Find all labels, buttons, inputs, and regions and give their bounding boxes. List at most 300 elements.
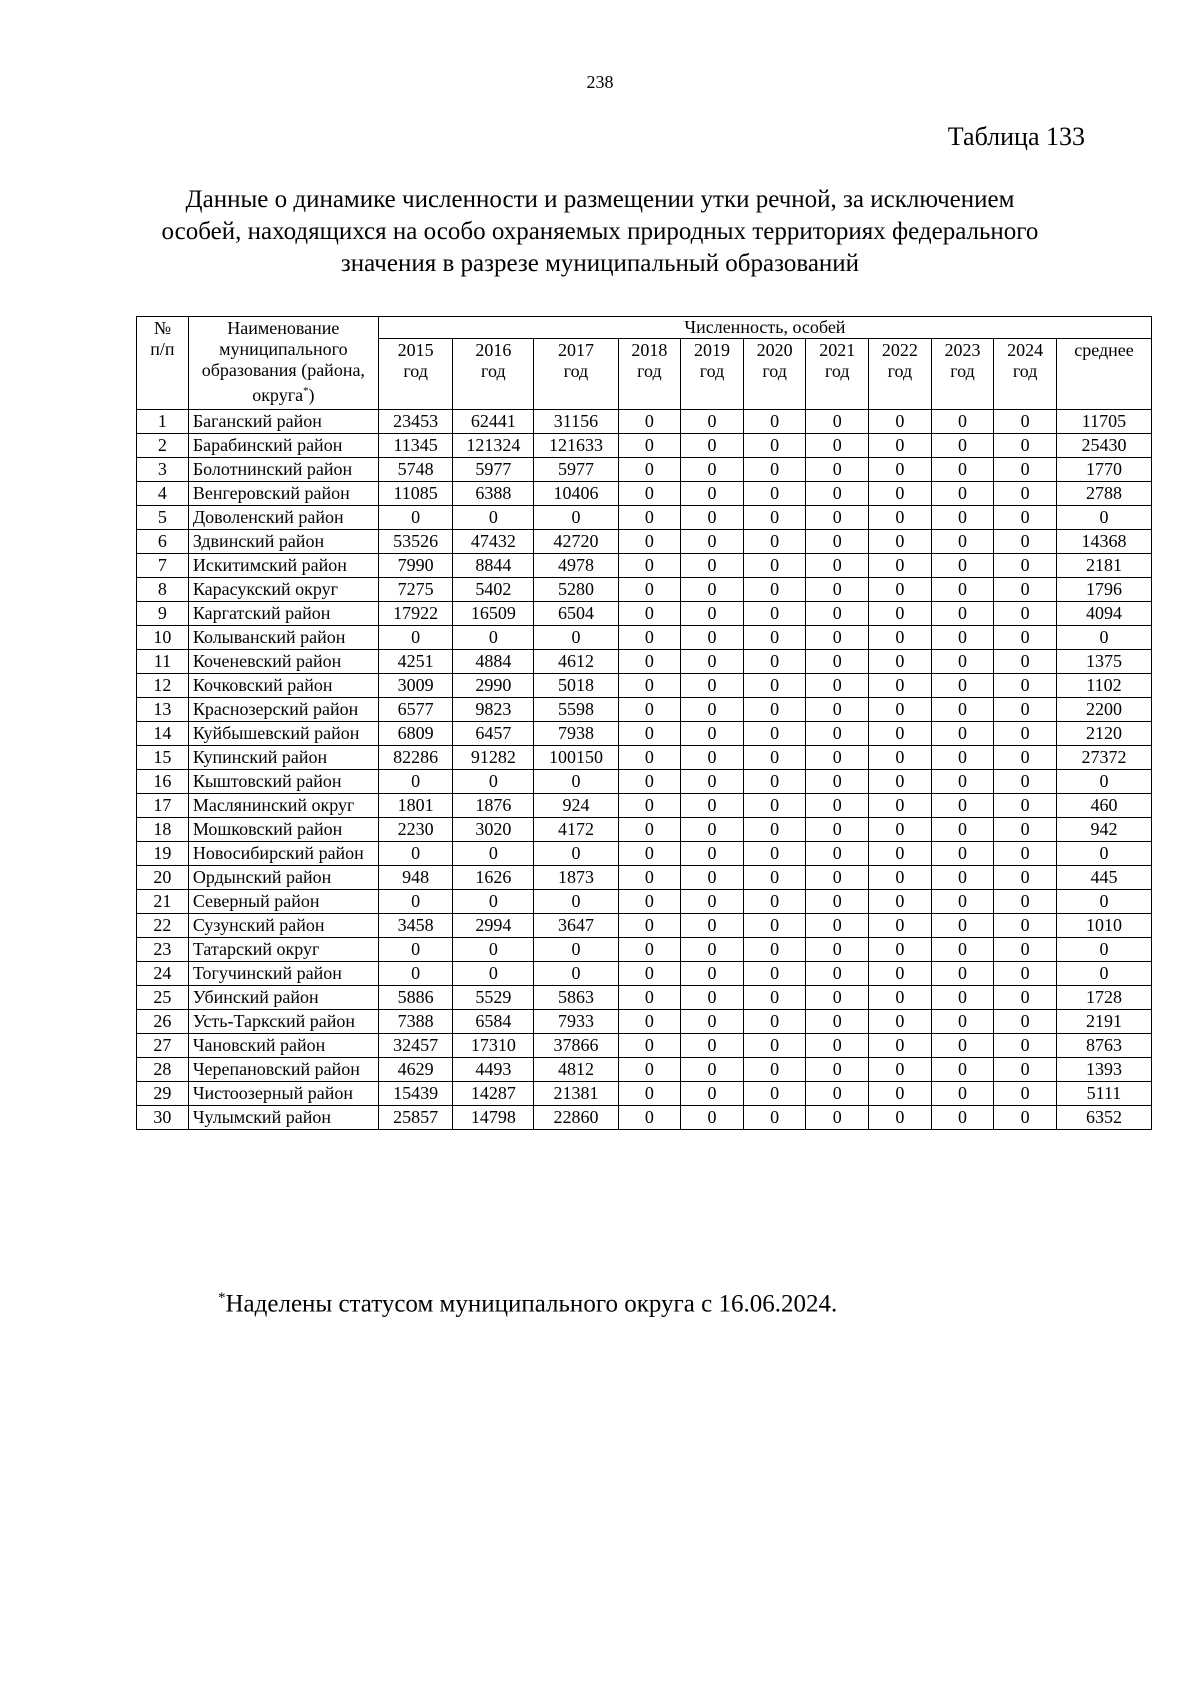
row-value: 0 bbox=[681, 434, 744, 458]
row-name: Мошковский район bbox=[188, 818, 378, 842]
row-value: 0 bbox=[618, 602, 681, 626]
header-year-suffix: год bbox=[563, 361, 589, 381]
row-value: 0 bbox=[534, 890, 618, 914]
row-value: 0 bbox=[618, 962, 681, 986]
row-average: 445 bbox=[1056, 866, 1151, 890]
header-year-2020 bbox=[743, 339, 806, 410]
row-value: 0 bbox=[681, 794, 744, 818]
row-number: 28 bbox=[137, 1058, 189, 1082]
row-value: 0 bbox=[681, 530, 744, 554]
row-value: 0 bbox=[806, 506, 869, 530]
row-value: 0 bbox=[618, 1106, 681, 1130]
header-year-value: 2020 bbox=[756, 340, 793, 360]
row-value: 3020 bbox=[453, 818, 534, 842]
row-value: 4493 bbox=[453, 1058, 534, 1082]
header-year-value: 2023 bbox=[944, 340, 981, 360]
row-value: 82286 bbox=[378, 746, 453, 770]
row-name: Усть-Таркский район bbox=[188, 1010, 378, 1034]
row-value: 42720 bbox=[534, 530, 618, 554]
row-value: 0 bbox=[806, 1106, 869, 1130]
row-value: 0 bbox=[994, 866, 1057, 890]
row-name: Сузунский район bbox=[188, 914, 378, 938]
row-value: 5977 bbox=[534, 458, 618, 482]
row-value: 0 bbox=[743, 1034, 806, 1058]
row-average: 6352 bbox=[1056, 1106, 1151, 1130]
row-value: 0 bbox=[618, 1034, 681, 1058]
row-value: 0 bbox=[743, 938, 806, 962]
row-value: 0 bbox=[931, 914, 994, 938]
row-value: 0 bbox=[618, 842, 681, 866]
row-name: Краснозерский район bbox=[188, 698, 378, 722]
header-average: среднее bbox=[1056, 339, 1151, 410]
footnote-mark: * bbox=[303, 385, 309, 397]
row-number: 15 bbox=[137, 746, 189, 770]
title-line: значения в разрезе муниципальный образований bbox=[340, 250, 860, 277]
table-body bbox=[137, 410, 1152, 1130]
row-value: 0 bbox=[534, 938, 618, 962]
table-row bbox=[137, 746, 1152, 770]
table-row bbox=[137, 842, 1152, 866]
row-value: 14798 bbox=[453, 1106, 534, 1130]
row-value: 0 bbox=[994, 722, 1057, 746]
row-value: 0 bbox=[931, 650, 994, 674]
row-value: 0 bbox=[618, 1082, 681, 1106]
title-line: особей, находящихся на особо охраняемых природных территориях федерального bbox=[161, 218, 1039, 245]
row-value: 0 bbox=[931, 578, 994, 602]
row-value: 3009 bbox=[378, 674, 453, 698]
table-row bbox=[137, 890, 1152, 914]
header-year-value: 2024 bbox=[1007, 340, 1044, 360]
table-row bbox=[137, 650, 1152, 674]
row-value: 0 bbox=[681, 1010, 744, 1034]
row-value: 0 bbox=[806, 1010, 869, 1034]
row-value: 15439 bbox=[378, 1082, 453, 1106]
row-number: 24 bbox=[137, 962, 189, 986]
row-value: 1626 bbox=[453, 866, 534, 890]
row-value: 0 bbox=[869, 842, 932, 866]
header-year-value: 2021 bbox=[819, 340, 856, 360]
row-value: 0 bbox=[618, 818, 681, 842]
row-average: 0 bbox=[1056, 626, 1151, 650]
row-value: 0 bbox=[681, 1082, 744, 1106]
row-value: 0 bbox=[806, 818, 869, 842]
row-name: Искитимский район bbox=[188, 554, 378, 578]
row-value: 7933 bbox=[534, 1010, 618, 1034]
row-value: 121324 bbox=[453, 434, 534, 458]
table-row bbox=[137, 1010, 1152, 1034]
row-value: 0 bbox=[994, 1082, 1057, 1106]
row-value: 5886 bbox=[378, 986, 453, 1010]
row-number: 13 bbox=[137, 698, 189, 722]
row-value: 0 bbox=[806, 602, 869, 626]
row-value: 0 bbox=[869, 818, 932, 842]
row-number: 9 bbox=[137, 602, 189, 626]
row-value: 0 bbox=[931, 986, 994, 1010]
row-value: 0 bbox=[453, 938, 534, 962]
row-value: 0 bbox=[931, 866, 994, 890]
row-value: 23453 bbox=[378, 410, 453, 434]
row-value: 0 bbox=[869, 722, 932, 746]
row-value: 9823 bbox=[453, 698, 534, 722]
row-name: Карасукский округ bbox=[188, 578, 378, 602]
table-row bbox=[137, 578, 1152, 602]
row-value: 0 bbox=[994, 842, 1057, 866]
table-row bbox=[137, 722, 1152, 746]
row-value: 7990 bbox=[378, 554, 453, 578]
row-value: 6388 bbox=[453, 482, 534, 506]
row-value: 0 bbox=[869, 410, 932, 434]
row-average: 1393 bbox=[1056, 1058, 1151, 1082]
row-value: 0 bbox=[618, 482, 681, 506]
row-value: 0 bbox=[743, 1010, 806, 1034]
row-name: Здвинский район bbox=[188, 530, 378, 554]
row-value: 0 bbox=[681, 962, 744, 986]
row-value: 0 bbox=[994, 818, 1057, 842]
row-value: 0 bbox=[806, 986, 869, 1010]
row-value: 0 bbox=[618, 554, 681, 578]
row-value: 0 bbox=[618, 866, 681, 890]
row-value: 0 bbox=[618, 986, 681, 1010]
row-average: 942 bbox=[1056, 818, 1151, 842]
row-number: 18 bbox=[137, 818, 189, 842]
row-average: 8763 bbox=[1056, 1034, 1151, 1058]
table-row bbox=[137, 938, 1152, 962]
row-value: 0 bbox=[994, 458, 1057, 482]
header-year-suffix: год bbox=[1012, 361, 1038, 381]
row-value: 0 bbox=[994, 650, 1057, 674]
row-number: 23 bbox=[137, 938, 189, 962]
row-name: Северный район bbox=[188, 890, 378, 914]
row-value: 0 bbox=[743, 698, 806, 722]
row-value: 0 bbox=[869, 458, 932, 482]
row-value: 0 bbox=[994, 410, 1057, 434]
row-value: 0 bbox=[994, 746, 1057, 770]
row-value: 0 bbox=[806, 842, 869, 866]
row-value: 0 bbox=[681, 866, 744, 890]
row-value: 37866 bbox=[534, 1034, 618, 1058]
row-value: 0 bbox=[869, 650, 932, 674]
table-row bbox=[137, 410, 1152, 434]
row-value: 0 bbox=[869, 1010, 932, 1034]
header-name bbox=[188, 317, 378, 410]
row-value: 0 bbox=[931, 1010, 994, 1034]
row-value: 0 bbox=[743, 1058, 806, 1082]
row-average: 1375 bbox=[1056, 650, 1151, 674]
row-value: 0 bbox=[378, 842, 453, 866]
row-value: 53526 bbox=[378, 530, 453, 554]
row-name: Кыштовский район bbox=[188, 770, 378, 794]
header-year-value: 2022 bbox=[881, 340, 918, 360]
row-name: Убинский район bbox=[188, 986, 378, 1010]
row-average: 0 bbox=[1056, 938, 1151, 962]
row-value: 0 bbox=[931, 1058, 994, 1082]
row-value: 0 bbox=[743, 410, 806, 434]
header-name-text: Наименование муниципального образования (района, округа bbox=[201, 318, 365, 405]
header-year-value: 2015 bbox=[397, 340, 434, 360]
row-value: 0 bbox=[806, 794, 869, 818]
row-value: 0 bbox=[869, 482, 932, 506]
row-name: Чановский район bbox=[188, 1034, 378, 1058]
row-value: 0 bbox=[931, 890, 994, 914]
row-value: 0 bbox=[869, 554, 932, 578]
row-value: 0 bbox=[931, 626, 994, 650]
row-value: 0 bbox=[743, 890, 806, 914]
row-value: 0 bbox=[806, 482, 869, 506]
row-number: 16 bbox=[137, 770, 189, 794]
row-value: 0 bbox=[994, 770, 1057, 794]
row-value: 0 bbox=[806, 722, 869, 746]
row-value: 0 bbox=[806, 530, 869, 554]
header-year-value: 2017 bbox=[557, 340, 594, 360]
row-value: 0 bbox=[931, 506, 994, 530]
row-value: 0 bbox=[806, 746, 869, 770]
row-name: Баганский район bbox=[188, 410, 378, 434]
row-value: 0 bbox=[806, 674, 869, 698]
row-value: 4884 bbox=[453, 650, 534, 674]
header-year-2019 bbox=[681, 339, 744, 410]
row-average: 1770 bbox=[1056, 458, 1151, 482]
row-value: 0 bbox=[994, 482, 1057, 506]
row-value: 0 bbox=[743, 794, 806, 818]
row-value: 4612 bbox=[534, 650, 618, 674]
row-number: 11 bbox=[137, 650, 189, 674]
row-value: 0 bbox=[743, 554, 806, 578]
row-value: 0 bbox=[618, 506, 681, 530]
row-value: 0 bbox=[743, 482, 806, 506]
row-value: 0 bbox=[743, 674, 806, 698]
row-value: 0 bbox=[743, 1082, 806, 1106]
header-year-suffix: год bbox=[887, 361, 913, 381]
row-value: 0 bbox=[681, 410, 744, 434]
row-value: 0 bbox=[994, 890, 1057, 914]
table-row bbox=[137, 866, 1152, 890]
row-name: Татарский округ bbox=[188, 938, 378, 962]
row-number: 3 bbox=[137, 458, 189, 482]
row-value: 0 bbox=[869, 602, 932, 626]
row-value: 0 bbox=[618, 458, 681, 482]
row-value: 5018 bbox=[534, 674, 618, 698]
table-row bbox=[137, 530, 1152, 554]
row-name: Барабинский район bbox=[188, 434, 378, 458]
row-value: 0 bbox=[681, 554, 744, 578]
row-value: 0 bbox=[743, 842, 806, 866]
row-value: 22860 bbox=[534, 1106, 618, 1130]
row-average: 1010 bbox=[1056, 914, 1151, 938]
row-value: 0 bbox=[994, 938, 1057, 962]
row-value: 0 bbox=[931, 818, 994, 842]
header-group: Численность, особей bbox=[378, 317, 1151, 339]
row-value: 62441 bbox=[453, 410, 534, 434]
row-number: 5 bbox=[137, 506, 189, 530]
row-value: 0 bbox=[378, 770, 453, 794]
row-value: 0 bbox=[994, 1106, 1057, 1130]
row-value: 0 bbox=[869, 434, 932, 458]
row-value: 0 bbox=[994, 434, 1057, 458]
row-value: 0 bbox=[681, 482, 744, 506]
row-average: 25430 bbox=[1056, 434, 1151, 458]
row-value: 0 bbox=[869, 938, 932, 962]
title-line: Данные о динамике численности и размещении утки речной, за исключением bbox=[185, 186, 1015, 213]
table-row bbox=[137, 1034, 1152, 1058]
row-average: 14368 bbox=[1056, 530, 1151, 554]
footnote-text: Наделены статусом муниципального округа с 16.06.2024. bbox=[225, 1290, 838, 1318]
row-value: 0 bbox=[618, 794, 681, 818]
row-value: 0 bbox=[743, 530, 806, 554]
table-row bbox=[137, 1082, 1152, 1106]
row-value: 0 bbox=[534, 770, 618, 794]
row-value: 0 bbox=[869, 1034, 932, 1058]
row-name: Куйбышевский район bbox=[188, 722, 378, 746]
header-year-suffix: год bbox=[699, 361, 725, 381]
row-value: 0 bbox=[453, 626, 534, 650]
header-year-value: 2019 bbox=[693, 340, 730, 360]
footnote-mark: * bbox=[218, 1290, 226, 1306]
row-value: 0 bbox=[378, 506, 453, 530]
row-value: 21381 bbox=[534, 1082, 618, 1106]
row-value: 0 bbox=[453, 506, 534, 530]
header-year-2021 bbox=[806, 339, 869, 410]
row-value: 17922 bbox=[378, 602, 453, 626]
table-row bbox=[137, 602, 1152, 626]
row-value: 0 bbox=[618, 578, 681, 602]
row-value: 0 bbox=[931, 458, 994, 482]
row-value: 0 bbox=[681, 698, 744, 722]
row-value: 0 bbox=[681, 626, 744, 650]
row-value: 0 bbox=[869, 1106, 932, 1130]
row-value: 0 bbox=[618, 890, 681, 914]
row-number: 21 bbox=[137, 890, 189, 914]
row-value: 7275 bbox=[378, 578, 453, 602]
table-row bbox=[137, 458, 1152, 482]
header-year-value: 2016 bbox=[475, 340, 512, 360]
row-number: 26 bbox=[137, 1010, 189, 1034]
row-value: 0 bbox=[681, 1034, 744, 1058]
row-value: 0 bbox=[931, 530, 994, 554]
row-value: 0 bbox=[743, 914, 806, 938]
row-value: 2230 bbox=[378, 818, 453, 842]
table-row bbox=[137, 1058, 1152, 1082]
table-title bbox=[130, 184, 1070, 280]
row-value: 0 bbox=[806, 866, 869, 890]
row-value: 0 bbox=[931, 962, 994, 986]
row-number: 7 bbox=[137, 554, 189, 578]
row-value: 0 bbox=[931, 770, 994, 794]
row-average: 1728 bbox=[1056, 986, 1151, 1010]
row-number: 27 bbox=[137, 1034, 189, 1058]
row-value: 0 bbox=[931, 794, 994, 818]
row-value: 0 bbox=[618, 434, 681, 458]
row-number: 29 bbox=[137, 1082, 189, 1106]
row-value: 0 bbox=[743, 746, 806, 770]
row-value: 0 bbox=[869, 626, 932, 650]
row-value: 0 bbox=[743, 434, 806, 458]
row-value: 47432 bbox=[453, 530, 534, 554]
row-value: 5280 bbox=[534, 578, 618, 602]
row-value: 0 bbox=[743, 578, 806, 602]
table-row bbox=[137, 770, 1152, 794]
row-value: 0 bbox=[681, 842, 744, 866]
row-name: Новосибирский район bbox=[188, 842, 378, 866]
row-value: 0 bbox=[743, 1106, 806, 1130]
table-row bbox=[137, 986, 1152, 1010]
header-year-2018 bbox=[618, 339, 681, 410]
table-row bbox=[137, 506, 1152, 530]
row-number: 14 bbox=[137, 722, 189, 746]
row-number: 19 bbox=[137, 842, 189, 866]
row-value: 0 bbox=[994, 962, 1057, 986]
row-value: 0 bbox=[931, 554, 994, 578]
row-value: 0 bbox=[869, 1082, 932, 1106]
row-value: 0 bbox=[931, 698, 994, 722]
row-value: 0 bbox=[681, 746, 744, 770]
row-value: 0 bbox=[743, 506, 806, 530]
table-row bbox=[137, 626, 1152, 650]
row-value: 0 bbox=[806, 650, 869, 674]
row-name: Коченевский район bbox=[188, 650, 378, 674]
row-value: 0 bbox=[806, 890, 869, 914]
table-row bbox=[137, 794, 1152, 818]
row-number: 4 bbox=[137, 482, 189, 506]
row-value: 4251 bbox=[378, 650, 453, 674]
header-year-2022 bbox=[869, 339, 932, 410]
row-value: 0 bbox=[931, 482, 994, 506]
row-value: 0 bbox=[681, 458, 744, 482]
row-value: 0 bbox=[869, 506, 932, 530]
row-value: 0 bbox=[618, 530, 681, 554]
row-value: 0 bbox=[994, 506, 1057, 530]
header-year-2024 bbox=[994, 339, 1057, 410]
header-number-line: № bbox=[153, 318, 171, 338]
row-number: 30 bbox=[137, 1106, 189, 1130]
table-label: Таблица 133 bbox=[947, 122, 1085, 151]
row-value: 0 bbox=[534, 626, 618, 650]
row-value: 0 bbox=[681, 986, 744, 1010]
row-value: 0 bbox=[931, 1106, 994, 1130]
row-value: 6577 bbox=[378, 698, 453, 722]
row-value: 6809 bbox=[378, 722, 453, 746]
row-value: 7938 bbox=[534, 722, 618, 746]
row-value: 0 bbox=[743, 626, 806, 650]
row-name: Чулымский район bbox=[188, 1106, 378, 1130]
row-value: 8844 bbox=[453, 554, 534, 578]
row-value: 4629 bbox=[378, 1058, 453, 1082]
row-value: 0 bbox=[743, 962, 806, 986]
row-value: 0 bbox=[681, 1106, 744, 1130]
row-value: 0 bbox=[618, 410, 681, 434]
row-value: 0 bbox=[994, 1034, 1057, 1058]
row-value: 0 bbox=[806, 458, 869, 482]
row-value: 0 bbox=[931, 842, 994, 866]
row-value: 0 bbox=[869, 530, 932, 554]
row-value: 5529 bbox=[453, 986, 534, 1010]
header-year-suffix: год bbox=[824, 361, 850, 381]
row-value: 0 bbox=[681, 722, 744, 746]
row-value: 0 bbox=[869, 986, 932, 1010]
row-value: 0 bbox=[869, 962, 932, 986]
row-value: 0 bbox=[743, 602, 806, 626]
row-value: 32457 bbox=[378, 1034, 453, 1058]
row-value: 121633 bbox=[534, 434, 618, 458]
row-value: 0 bbox=[869, 698, 932, 722]
row-value: 0 bbox=[931, 602, 994, 626]
row-value: 4812 bbox=[534, 1058, 618, 1082]
row-value: 17310 bbox=[453, 1034, 534, 1058]
row-value: 0 bbox=[618, 650, 681, 674]
row-value: 0 bbox=[806, 1058, 869, 1082]
row-value: 0 bbox=[453, 842, 534, 866]
row-value: 0 bbox=[869, 794, 932, 818]
row-value: 0 bbox=[681, 650, 744, 674]
